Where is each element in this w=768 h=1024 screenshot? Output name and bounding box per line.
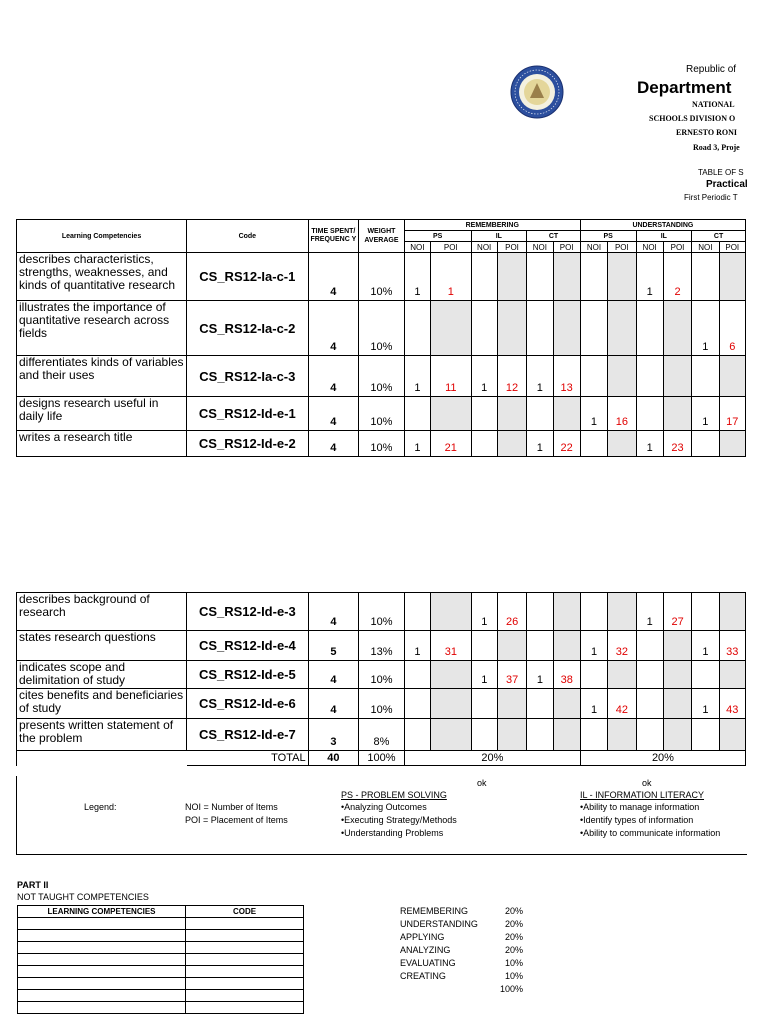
noi-cell [404, 719, 430, 751]
poi-cell [497, 689, 526, 719]
noi-cell: 1 [580, 689, 607, 719]
legend-il-title: IL - INFORMATION LITERACY [580, 790, 705, 800]
weight-average: 10% [359, 431, 405, 457]
ok-mark-1: ok [477, 778, 487, 788]
competency-code: CS_RS12-Id-e-4 [187, 631, 309, 661]
competency-code: CS_RS12-Ia-c-3 [187, 356, 308, 397]
poi-cell [497, 431, 526, 457]
table-row [18, 978, 304, 990]
noi-cell [692, 719, 719, 751]
total-label: TOTAL [187, 751, 309, 766]
noi-cell: 1 [692, 689, 719, 719]
not-taught-table [17, 905, 304, 1014]
legend-il-item: •Ability to communicate information [580, 828, 721, 838]
noi-cell [404, 689, 430, 719]
col-competencies: Learning Competencies [17, 220, 187, 253]
legend-noi: NOI = Number of Items [185, 802, 278, 812]
poi-cell [431, 301, 471, 356]
col-remembering: REMEMBERING [404, 220, 580, 231]
table-row [18, 930, 304, 942]
noi-cell [580, 431, 607, 457]
republic-text: Republic of [686, 64, 737, 75]
col-noi: NOI [404, 242, 430, 253]
poi-cell [431, 593, 472, 631]
time-spent: 5 [308, 631, 359, 661]
competency-text: designs research useful in daily life [17, 397, 187, 431]
poi-cell: 17 [719, 397, 746, 431]
poi-cell: 22 [553, 431, 580, 457]
poi-cell: 26 [497, 593, 526, 631]
level-name: APPLYING [400, 932, 445, 942]
noi-cell [471, 253, 497, 301]
col-poi: POI [497, 242, 526, 253]
noi-cell [527, 631, 553, 661]
weight-average: 10% [359, 253, 405, 301]
time-spent: 3 [308, 719, 359, 751]
col-noi: NOI [471, 242, 497, 253]
noi-cell [471, 719, 497, 751]
competency-row [17, 431, 746, 457]
table-row [18, 966, 304, 978]
col-ct: CT [527, 231, 581, 242]
noi-cell [580, 253, 607, 301]
col-ps: PS [580, 231, 636, 242]
legend-ps-title: PS - PROBLEM SOLVING [341, 790, 447, 800]
noi-cell [527, 253, 553, 301]
noi-cell: 1 [636, 431, 663, 457]
poi-cell [719, 661, 745, 689]
department-title: Department [637, 78, 732, 97]
poi-cell [719, 719, 745, 751]
noi-cell: 1 [636, 593, 663, 631]
poi-cell [553, 689, 580, 719]
level-name: ANALYZING [400, 945, 451, 955]
table-row [18, 954, 304, 966]
competency-row [17, 397, 746, 431]
part2-title: PART II [17, 880, 49, 890]
table-row [18, 990, 304, 1002]
table-row [18, 918, 304, 930]
noi-cell [404, 593, 430, 631]
competency-text: cites benefits and beneficiaries of study [17, 689, 187, 719]
col-understanding: UNDERSTANDING [580, 220, 745, 231]
col-il: IL [471, 231, 527, 242]
col-time: TIME SPENT/ FREQUENC Y [308, 220, 359, 253]
noi-cell [527, 397, 553, 431]
competency-row [17, 719, 746, 751]
header-line-4: Road 3, Proje [693, 143, 740, 152]
col-weight: WEIGHT AVERAGE [359, 220, 405, 253]
noi-cell: 1 [404, 356, 430, 397]
competency-code: CS_RS12-Ia-c-2 [187, 301, 308, 356]
poi-cell: 33 [719, 631, 745, 661]
poi-cell [431, 719, 472, 751]
tos-table-bottom [16, 592, 746, 766]
noi-cell: 1 [692, 301, 719, 356]
weight-average: 10% [359, 661, 405, 689]
poi-cell: 43 [719, 689, 745, 719]
noi-cell [692, 253, 719, 301]
poi-cell [431, 397, 471, 431]
level-percent: 20% [505, 919, 524, 929]
poi-cell: 23 [663, 431, 691, 457]
header-line-2: SCHOOLS DIVISION O [649, 114, 736, 123]
noi-cell: 1 [692, 631, 719, 661]
noi-cell [636, 631, 663, 661]
periodic-title: First Periodic T [684, 193, 738, 202]
part2-subtitle: NOT TAUGHT COMPETENCIES [17, 892, 149, 902]
competency-row [17, 593, 746, 631]
noi-cell [636, 397, 663, 431]
competency-code: CS_RS12-Id-e-7 [187, 719, 309, 751]
poi-cell [497, 397, 526, 431]
competency-text: states research questions [17, 631, 187, 661]
practical-title: Practical [706, 179, 748, 190]
levels-total: 100% [500, 984, 524, 994]
level-name: EVALUATING [400, 958, 456, 968]
col-poi: POI [608, 242, 636, 253]
weight-average: 10% [359, 689, 405, 719]
deped-seal [510, 65, 564, 119]
poi-cell [608, 356, 636, 397]
legend-poi: POI = Placement of Items [185, 815, 288, 825]
noi-cell [527, 719, 553, 751]
noi-cell [580, 661, 607, 689]
time-spent: 4 [308, 253, 359, 301]
competency-row [17, 356, 746, 397]
noi-cell: 1 [471, 593, 497, 631]
poi-cell [719, 593, 745, 631]
poi-cell [663, 631, 691, 661]
time-spent: 4 [308, 301, 359, 356]
competency-row [17, 253, 746, 301]
poi-cell [663, 301, 691, 356]
poi-cell [553, 719, 580, 751]
poi-cell [719, 431, 746, 457]
poi-cell [497, 253, 526, 301]
poi-cell: 1 [431, 253, 471, 301]
legend-ps-item: •Analyzing Outcomes [341, 802, 427, 812]
noi-cell [636, 301, 663, 356]
ok-mark-2: ok [642, 778, 652, 788]
competency-code: CS_RS12-Id-e-1 [187, 397, 308, 431]
col-noi: NOI [692, 242, 719, 253]
noi-cell [692, 661, 719, 689]
time-spent: 4 [308, 431, 359, 457]
total-weight: 100% [359, 751, 405, 766]
legend-ps-item: •Executing Strategy/Methods [341, 815, 457, 825]
poi-cell [608, 301, 636, 356]
poi-cell: 32 [608, 631, 636, 661]
noi-cell: 1 [471, 356, 497, 397]
total-understanding: 20% [580, 751, 745, 766]
total-remembering: 20% [404, 751, 580, 766]
noi-cell [471, 301, 497, 356]
time-spent: 4 [308, 397, 359, 431]
competency-code: CS_RS12-Id-e-2 [187, 431, 308, 457]
competency-text: differentiates kinds of variables and their uses [17, 356, 187, 397]
competency-code: CS_RS12-Ia-c-1 [187, 253, 308, 301]
noi-cell [404, 661, 430, 689]
poi-cell [663, 719, 691, 751]
poi-cell [719, 253, 746, 301]
poi-cell [608, 661, 636, 689]
noi-cell [404, 301, 430, 356]
poi-cell [431, 689, 472, 719]
noi-cell [580, 719, 607, 751]
poi-cell: 42 [608, 689, 636, 719]
competency-code: CS_RS12-Id-e-6 [187, 689, 309, 719]
level-percent: 10% [505, 958, 524, 968]
noi-cell [636, 689, 663, 719]
poi-cell: 21 [431, 431, 471, 457]
noi-cell [692, 593, 719, 631]
col-noi: NOI [580, 242, 607, 253]
competency-row [17, 631, 746, 661]
table-row [18, 1002, 304, 1014]
time-spent: 4 [308, 689, 359, 719]
total-time: 40 [308, 751, 359, 766]
noi-cell [692, 356, 719, 397]
poi-cell [553, 593, 580, 631]
competency-text: presents written statement of the problem [17, 719, 187, 751]
poi-cell [497, 631, 526, 661]
col-poi: POI [719, 242, 746, 253]
poi-cell [608, 719, 636, 751]
noi-cell [527, 301, 553, 356]
noi-cell: 1 [692, 397, 719, 431]
noi-cell [580, 356, 607, 397]
noi-cell: 1 [404, 631, 430, 661]
noi-cell [636, 661, 663, 689]
legend-ps-item: •Understanding Problems [341, 828, 444, 838]
legend-il-item: •Ability to manage information [580, 802, 700, 812]
poi-cell [663, 356, 691, 397]
poi-cell [497, 719, 526, 751]
noi-cell: 1 [527, 356, 553, 397]
noi-cell [471, 631, 497, 661]
poi-cell: 38 [553, 661, 580, 689]
col-code: Code [187, 220, 308, 253]
time-spent: 4 [308, 593, 359, 631]
noi-cell [692, 431, 719, 457]
noi-cell [471, 431, 497, 457]
poi-cell: 6 [719, 301, 746, 356]
poi-cell [608, 593, 636, 631]
noi-cell: 1 [527, 431, 553, 457]
noi-cell: 1 [404, 253, 430, 301]
col-poi: POI [553, 242, 580, 253]
level-name: UNDERSTANDING [400, 919, 478, 929]
level-percent: 20% [505, 945, 524, 955]
poi-cell [663, 397, 691, 431]
noi-cell [471, 397, 497, 431]
competency-row [17, 689, 746, 719]
poi-cell: 16 [608, 397, 636, 431]
poi-cell [719, 356, 746, 397]
weight-average: 13% [359, 631, 405, 661]
col-noi: NOI [636, 242, 663, 253]
noi-cell: 1 [527, 661, 553, 689]
noi-cell [471, 689, 497, 719]
level-name: REMEMBERING [400, 906, 469, 916]
weight-average: 10% [359, 593, 405, 631]
poi-cell: 13 [553, 356, 580, 397]
level-percent: 20% [505, 906, 524, 916]
noi-cell [636, 356, 663, 397]
table-of-title: TABLE OF S [698, 168, 744, 177]
col-code: CODE [186, 906, 304, 918]
noi-cell: 1 [580, 631, 607, 661]
col-poi: POI [663, 242, 691, 253]
legend-il-item: •Identify types of information [580, 815, 694, 825]
weight-average: 10% [359, 356, 405, 397]
poi-cell [553, 631, 580, 661]
poi-cell [553, 253, 580, 301]
noi-cell [527, 689, 553, 719]
competency-code: CS_RS12-Id-e-3 [187, 593, 309, 631]
poi-cell: 11 [431, 356, 471, 397]
poi-cell [663, 689, 691, 719]
competency-row [17, 661, 746, 689]
competency-text: describes characteristics, strengths, weaknesses, and kinds of quantitative research [17, 253, 187, 301]
weight-average: 8% [359, 719, 405, 751]
competency-text: illustrates the importance of quantitative research across fields [17, 301, 187, 356]
poi-cell: 31 [431, 631, 472, 661]
noi-cell: 1 [404, 431, 430, 457]
noi-cell: 1 [471, 661, 497, 689]
poi-cell [497, 301, 526, 356]
tos-table-top [16, 219, 746, 457]
col-learning-competencies: LEARNING COMPETENCIES [18, 906, 186, 918]
poi-cell [553, 397, 580, 431]
level-percent: 10% [505, 971, 524, 981]
col-ps: PS [404, 231, 471, 242]
col-ct: CT [692, 231, 746, 242]
noi-cell [527, 593, 553, 631]
legend-label: Legend: [84, 802, 117, 812]
noi-cell [580, 593, 607, 631]
col-poi: POI [431, 242, 471, 253]
weight-average: 10% [359, 397, 405, 431]
level-percent: 20% [505, 932, 524, 942]
time-spent: 4 [308, 356, 359, 397]
poi-cell [431, 661, 472, 689]
noi-cell [404, 397, 430, 431]
level-name: CREATING [400, 971, 446, 981]
noi-cell [636, 719, 663, 751]
competency-row [17, 301, 746, 356]
poi-cell [608, 253, 636, 301]
time-spent: 4 [308, 661, 359, 689]
competency-text: writes a research title [17, 431, 187, 457]
weight-average: 10% [359, 301, 405, 356]
total-row [17, 751, 746, 766]
poi-cell: 2 [663, 253, 691, 301]
header-line-3: ERNESTO RONI [676, 128, 737, 137]
noi-cell: 1 [636, 253, 663, 301]
competency-text: describes background of research [17, 593, 187, 631]
noi-cell [580, 301, 607, 356]
header-line-1: NATIONAL [692, 100, 735, 109]
noi-cell: 1 [580, 397, 607, 431]
poi-cell: 27 [663, 593, 691, 631]
competency-code: CS_RS12-Id-e-5 [187, 661, 309, 689]
poi-cell [553, 301, 580, 356]
table-row [18, 942, 304, 954]
competency-text: indicates scope and delimitation of study [17, 661, 187, 689]
col-il: IL [636, 231, 692, 242]
poi-cell: 37 [497, 661, 526, 689]
poi-cell [608, 431, 636, 457]
poi-cell: 12 [497, 356, 526, 397]
col-noi: NOI [527, 242, 553, 253]
poi-cell [663, 661, 691, 689]
